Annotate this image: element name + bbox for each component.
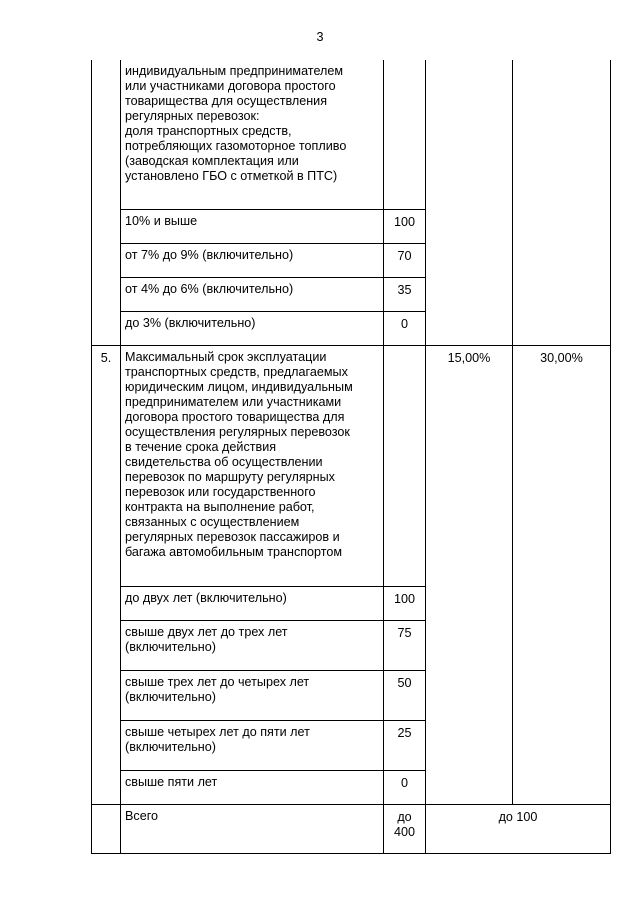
option-line: (включительно) — [125, 640, 216, 654]
criterion-description — [121, 60, 384, 210]
row-number-cell — [92, 60, 121, 346]
criterion-line: регулярных перевозок пассажиров и — [125, 530, 340, 544]
option-line: свыше четырех лет до пяти лет — [125, 725, 310, 739]
criterion-line: багажа автомобильным транспортом — [125, 545, 343, 559]
option-score: 0 — [384, 771, 426, 805]
option-label — [121, 587, 384, 621]
table-row — [92, 346, 611, 587]
total-label: Всего — [121, 805, 384, 854]
option-score: 70 — [384, 244, 426, 278]
option-score: 0 — [384, 312, 426, 346]
option-score: 25 — [384, 721, 426, 771]
score-cell — [384, 60, 426, 210]
criterion-description — [121, 346, 384, 587]
option-label: от 7% до 9% (включительно) — [121, 244, 384, 278]
criterion-line: товарищества для осуществления — [125, 94, 328, 108]
weight-max: 30,00% — [513, 346, 611, 805]
criterion-line: договора простого товарищества для — [125, 410, 345, 424]
criterion-line: Максимальный срок эксплуатации — [125, 350, 327, 364]
row-number-cell — [92, 805, 121, 854]
criterion-line: свидетельства об осуществлении — [125, 455, 323, 469]
option-line: (включительно) — [125, 740, 216, 754]
option-line: до двух лет (включительно) — [125, 591, 287, 605]
option-score: 35 — [384, 278, 426, 312]
criterion-line: связанных с осуществлением — [125, 515, 300, 529]
table-row — [92, 60, 611, 210]
option-label — [121, 721, 384, 771]
criterion-line: перевозок по маршруту регулярных — [125, 470, 335, 484]
option-line: свыше двух лет до трех лет — [125, 625, 288, 639]
option-label: от 4% до 6% (включительно) — [121, 278, 384, 312]
option-score: 75 — [384, 621, 426, 671]
criterion-line: осуществления регулярных перевозок — [125, 425, 350, 439]
criterion-line: (заводская комплектация или — [125, 154, 299, 168]
option-label — [121, 671, 384, 721]
weight-min-cell — [426, 60, 513, 346]
total-score-line: до — [397, 810, 412, 824]
weight-max-cell — [513, 60, 611, 346]
criterion-line: установлено ГБО с отметкой в ПТС) — [125, 169, 338, 183]
criterion-line: потребляющих газомоторное топливо — [125, 139, 347, 153]
total-weight: до 100 — [426, 805, 611, 854]
criterion-line: индивидуальным предпринимателем — [125, 64, 344, 78]
criterion-line: доля транспортных средств, — [125, 124, 292, 138]
criterion-line: перевозок или государственного — [125, 485, 316, 499]
row-number: 5. — [92, 346, 121, 805]
option-label — [121, 621, 384, 671]
total-row — [92, 805, 611, 854]
criterion-line: предпринимателем или участниками — [125, 395, 342, 409]
criterion-line: юридическим лицом, индивидуальным — [125, 380, 353, 394]
criterion-line: или участниками договора простого — [125, 79, 336, 93]
criteria-table — [91, 60, 611, 854]
option-score: 100 — [384, 587, 426, 621]
total-score-line: 400 — [393, 825, 415, 839]
option-label: 10% и выше — [121, 210, 384, 244]
criterion-line: контракта на выполнение работ, — [125, 500, 315, 514]
criterion-line: транспортных средств, предлагаемых — [125, 365, 348, 379]
option-score: 100 — [384, 210, 426, 244]
criterion-line: в течение срока действия — [125, 440, 277, 454]
option-line: свыше трех лет до четырех лет — [125, 675, 310, 689]
option-score: 50 — [384, 671, 426, 721]
total-score — [384, 805, 426, 854]
option-label — [121, 771, 384, 805]
option-line: (включительно) — [125, 690, 216, 704]
criterion-line: регулярных перевозок: — [125, 109, 260, 123]
option-line: свыше пяти лет — [125, 775, 218, 789]
weight-min: 15,00% — [426, 346, 513, 805]
option-label: до 3% (включительно) — [121, 312, 384, 346]
score-cell — [384, 346, 426, 587]
page-number: 3 — [316, 30, 324, 44]
